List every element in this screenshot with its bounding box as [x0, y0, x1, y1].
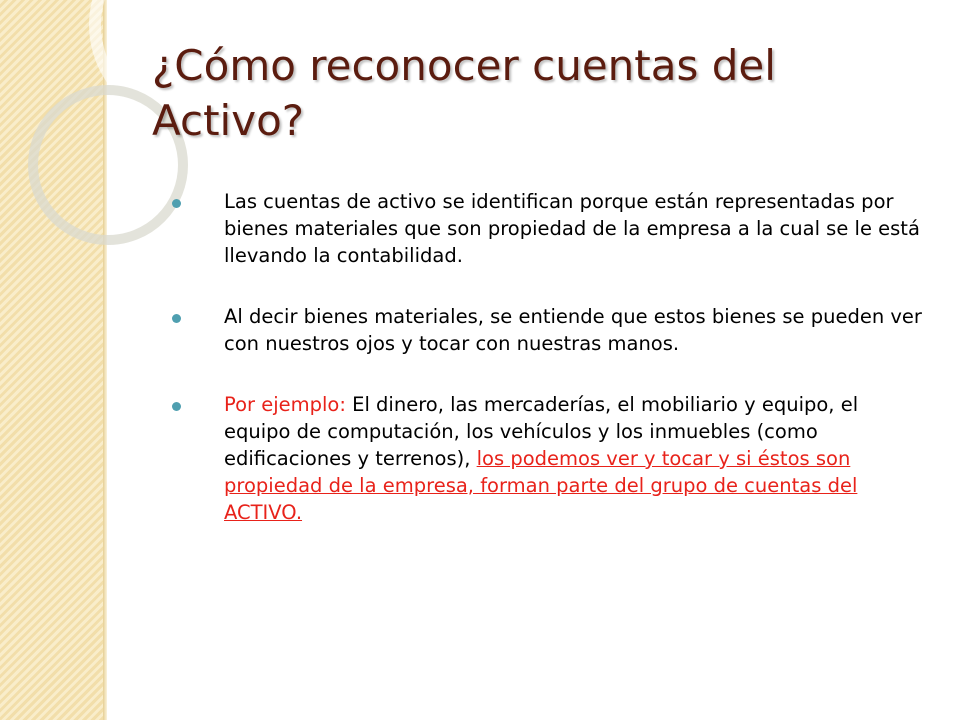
bullet-item-assets-definition — [158, 188, 928, 269]
slide-title-line-2: Activo? — [152, 96, 305, 145]
example-lead-label: Por ejemplo: — [224, 393, 346, 416]
bullet-item-material-goods — [158, 303, 928, 357]
bullet-text: Las cuentas de activo se identifican porque están representadas por bienes materiales que son propiedad de la empresa a la cual se le está llevando la contabilidad. — [224, 190, 920, 267]
bullet-list — [158, 188, 928, 560]
bullet-item-example — [158, 391, 928, 526]
bullet-text: Al decir bienes materiales, se entiende que estos bienes se pueden ver con nuestros ojos y tocar con nuestras manos. — [224, 305, 922, 355]
slide-title — [152, 38, 912, 148]
bullet-dot-icon — [172, 314, 181, 323]
example-underlined-conclusion: los podemos ver y tocar y si éstos son propiedad de la empresa, forman parte del grupo de cuentas del ACTIVO. — [224, 447, 858, 524]
slide-title-line-1: ¿Cómo reconocer cuentas del — [152, 41, 776, 90]
example-body-text: El dinero, las mercaderías, el mobiliario y equipo, el equipo de computación, los vehículos y los inmuebles (como edificaciones y terrenos), — [224, 393, 859, 470]
bullet-dot-icon — [172, 402, 181, 411]
bullet-dot-icon — [172, 199, 181, 208]
